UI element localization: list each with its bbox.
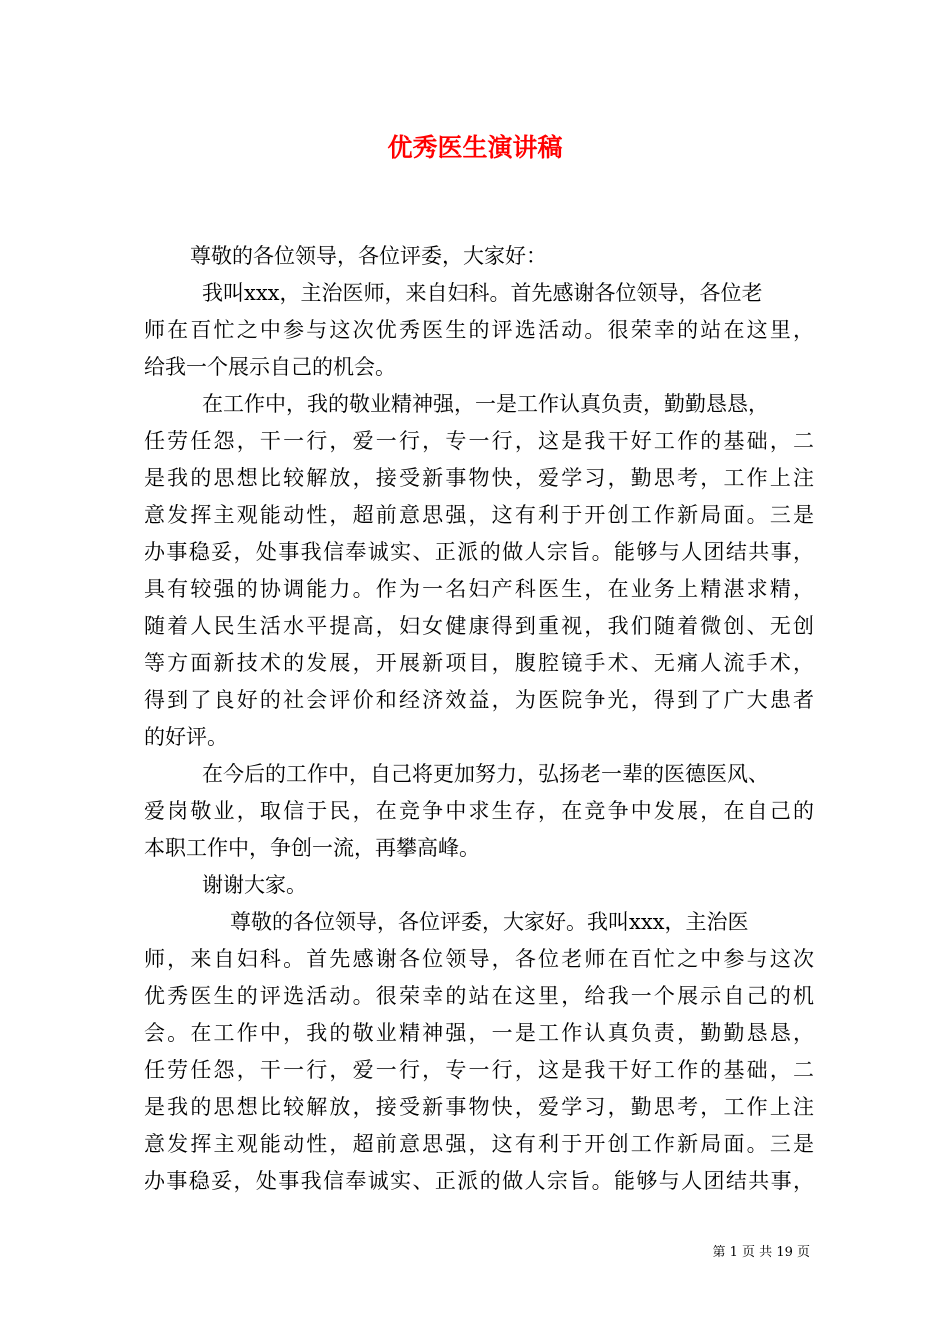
text-line: 任劳任怨，干一行，爱一行，专一行，这是我干好工作的基础，二 [144,1058,814,1082]
text-line: 是我的思想比较解放，接受新事物快，爱学习，勤思考，工作上注 [144,466,814,490]
text-line: 随着人民生活水平提高，妇女健康得到重视，我们随着微创、无创 [144,614,814,638]
text-line: 师，来自妇科。首先感谢各位领导，各位老师在百忙之中参与这次 [144,947,814,971]
text-line: 办事稳妥，处事我信奉诚实、正派的做人宗旨。能够与人团结共事， [144,540,814,564]
text-line: 任劳任怨，干一行，爱一行，专一行，这是我干好工作的基础，二 [144,429,814,453]
text-line: 是我的思想比较解放，接受新事物快，爱学习，勤思考，工作上注 [144,1095,814,1119]
text-line: 会。在工作中，我的敬业精神强，一是工作认真负责，勤勤恳恳， [144,1021,814,1045]
text-line: 尊敬的各位领导，各位评委，大家好： [190,244,547,268]
text-line: 师在百忙之中参与这次优秀医生的评选活动。很荣幸的站在这里， [144,318,814,342]
text-line: 办事稳妥，处事我信奉诚实、正派的做人宗旨。能够与人团结共事， [144,1169,814,1193]
text-line: 我叫xxx，主治医师，来自妇科。首先感谢各位领导，各位老 [202,281,763,305]
text-line: 具有较强的协调能力。作为一名妇产科医生，在业务上精湛求精， [144,577,814,601]
text-line: 意发挥主观能动性，超前意思强，这有利于开创工作新局面。三是 [144,1132,814,1156]
text-line: 等方面新技术的发展，开展新项目，腹腔镜手术、无痛人流手术， [144,651,814,675]
text-line: 的好评。 [144,725,228,749]
text-line: 本职工作中，争创一流，再攀高峰。 [144,836,480,860]
text-line: 在今后的工作中，自己将更加努力，弘扬老一辈的医德医风、 [202,762,769,786]
page-number-footer: 第 1 页 共 19 页 [712,1245,810,1260]
text-line: 谢谢大家。 [202,873,307,897]
text-line: 尊敬的各位领导，各位评委，大家好。我叫xxx，主治医 [230,910,749,934]
document-body [144,238,814,1200]
text-line: 给我一个展示自己的机会。 [144,355,396,379]
text-line: 意发挥主观能动性，超前意思强，这有利于开创工作新局面。三是 [144,503,814,527]
document-title: 优秀医生演讲稿 [387,133,563,162]
text-line: 爱岗敬业，取信于民，在竞争中求生存，在竞争中发展，在自己的 [144,799,814,823]
text-line: 在工作中，我的敬业精神强，一是工作认真负责，勤勤恳恳， [202,392,769,416]
text-line: 得到了良好的社会评价和经济效益，为医院争光，得到了广大患者 [144,688,814,712]
text-line: 优秀医生的评选活动。很荣幸的站在这里，给我一个展示自己的机 [144,984,814,1008]
